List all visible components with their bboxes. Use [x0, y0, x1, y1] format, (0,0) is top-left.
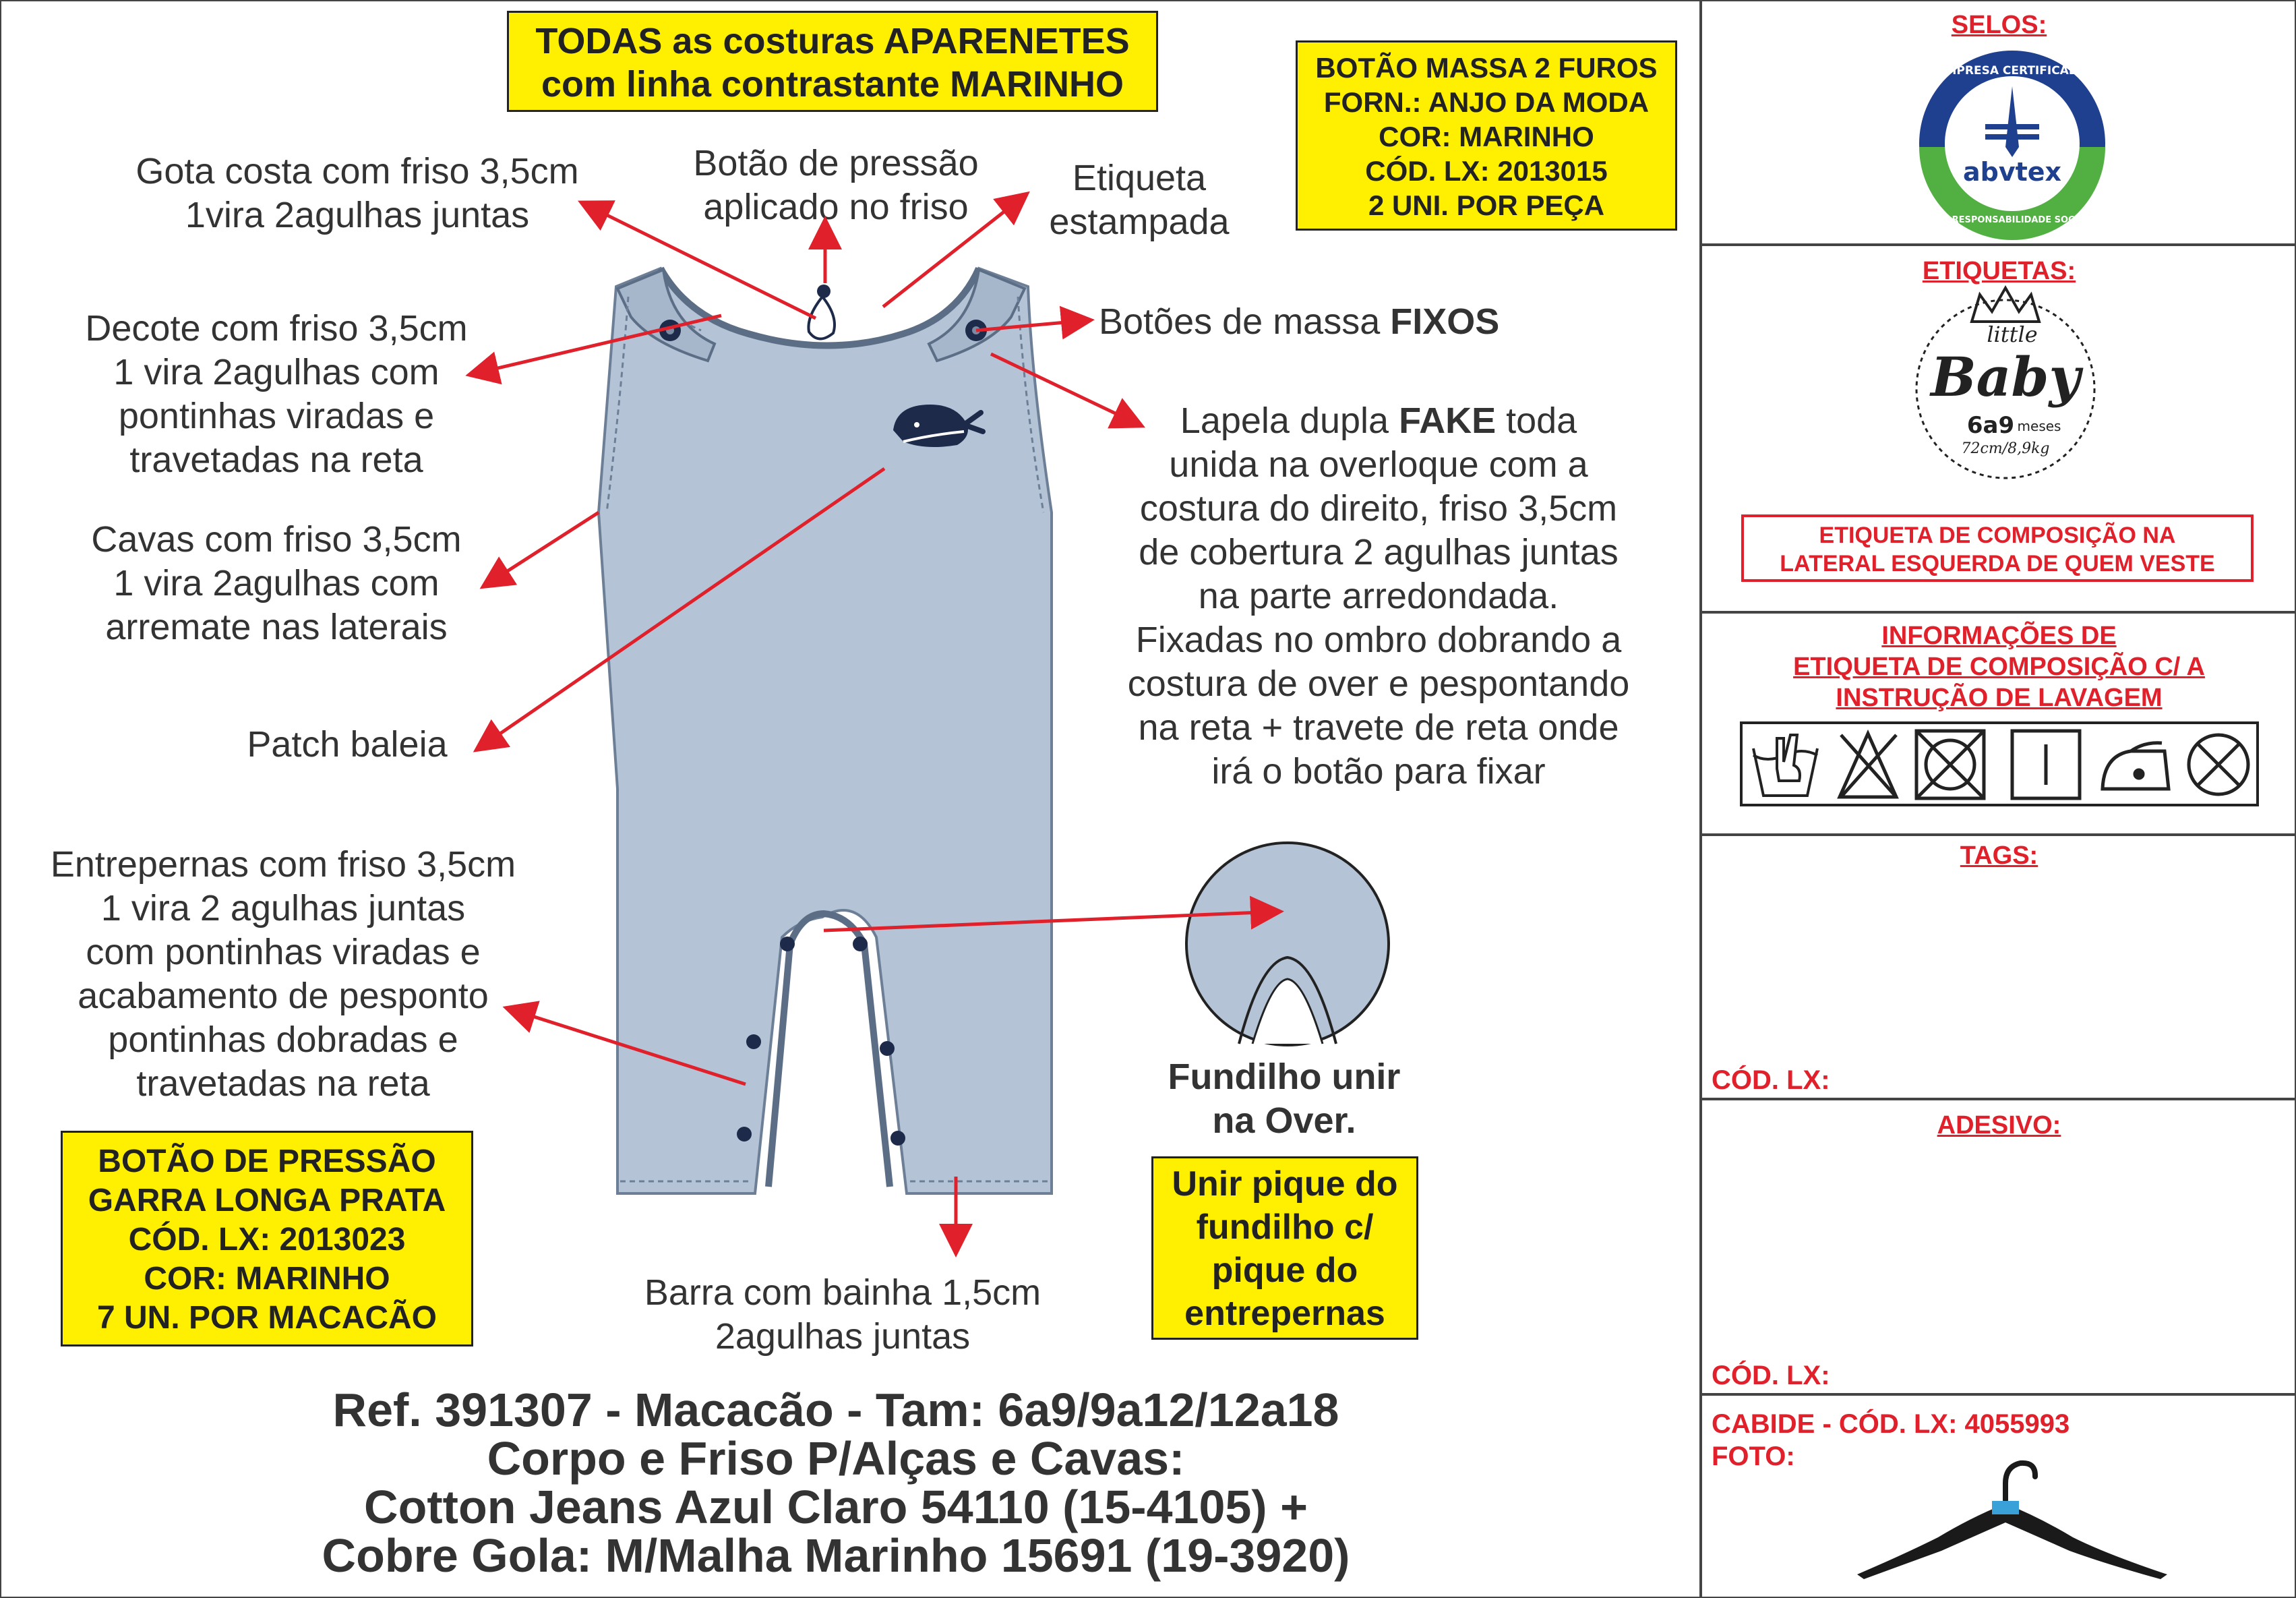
little-baby-label-logo — [1904, 281, 2107, 483]
button-spec-line: FORN.: ANJO DA MODA — [1323, 86, 1650, 118]
snap-spec-line: GARRA LONGA PRATA — [88, 1183, 446, 1218]
snap-button — [737, 1127, 752, 1142]
adesivo-cod-label: CÓD. LX: — [1712, 1361, 1830, 1390]
note-line: com pontinhas viradas e — [86, 932, 481, 972]
sidebar-section-adesivo — [1702, 1100, 2296, 1396]
tags-cod-label: CÓD. LX: — [1712, 1065, 1830, 1095]
no-tumble-dry-icon — [1916, 731, 1984, 798]
info-title-line: INSTRUÇÃO DE LAVAGEM — [1836, 684, 2163, 712]
logo-baby: Baby — [1931, 345, 2080, 409]
note-line: travetadas na reta — [129, 440, 423, 480]
note-line: na parte arredondada. — [1198, 576, 1559, 616]
note-line: Fundilho unir — [1168, 1057, 1401, 1097]
button-spec-line: COR: MARINHO — [1379, 121, 1594, 152]
button-spec-line: CÓD. LX: 2013015 — [1365, 155, 1608, 187]
snap-button — [890, 1131, 905, 1146]
section-title: SELOS: — [1951, 11, 2047, 39]
hand-wash-icon — [1753, 735, 1817, 796]
note-line: acabamento de pesponto — [78, 976, 489, 1016]
note-line: estampada — [1049, 202, 1230, 242]
note-line: Entrepernas com friso 3,5cm — [50, 844, 516, 885]
logo-measure: 72cm/8,9kg — [1961, 440, 2050, 457]
note-line: Decote com friso 3,5cm — [85, 308, 468, 349]
no-dry-clean-icon — [2189, 735, 2248, 794]
reference-line: Ref. 391307 - Macacão - Tam: 6a9/9a12/12a18 — [332, 1384, 1339, 1436]
abvtex-seal — [1911, 46, 2113, 241]
button-spec-line: BOTÃO MASSA 2 FUROS — [1315, 52, 1658, 84]
note-line: na reta + travete de reta onde — [1138, 707, 1619, 748]
note-line: Fixadas no ombro dobrando a — [1135, 620, 1622, 660]
note-line: aplicado no friso — [703, 187, 969, 227]
snap-button — [746, 1034, 761, 1049]
sidebar-section-tags — [1702, 836, 2296, 1100]
note-line: de cobertura 2 agulhas juntas — [1139, 532, 1619, 572]
sidebar — [1699, 0, 2296, 1598]
snap-spec-line: 7 UN. POR MACACÃO — [96, 1300, 437, 1336]
note-line: 1 vira 2agulhas com — [113, 352, 440, 392]
note-line: Botão de pressão — [693, 143, 979, 183]
sidebar-section-etiquetas — [1702, 246, 2296, 614]
section-title — [1702, 620, 2296, 713]
logo-little: little — [1987, 322, 2038, 347]
line-dry-icon — [2012, 731, 2080, 798]
note-line: Patch baleia — [247, 724, 448, 765]
note-line: na Over. — [1212, 1100, 1356, 1141]
sidebar-section-info — [1702, 614, 2296, 836]
fundilho-spec-line: Unir pique do — [1172, 1164, 1398, 1204]
romper-body — [599, 268, 1052, 1193]
sidebar-section-cabide — [1702, 1396, 2296, 1598]
snap-button — [880, 1041, 895, 1056]
section-title: ETIQUETAS: — [1922, 257, 2076, 285]
note-line: Gota costa com friso 3,5cm — [135, 151, 579, 191]
note-text: toda — [1496, 401, 1577, 441]
iron-low-icon — [2103, 743, 2169, 789]
note-line: Cavas com friso 3,5cm — [91, 519, 462, 560]
note-line: pontinhas viradas e — [118, 396, 435, 436]
reference-line: Corpo e Friso P/Alças e Cavas: — [487, 1432, 1185, 1485]
snap-button-neck — [817, 285, 830, 298]
logo-meses: meses — [2017, 418, 2061, 434]
sidebar-section-selos — [1702, 0, 2296, 246]
note-line: arremate nas laterais — [105, 607, 448, 647]
reference-line: Cobre Gola: M/Malha Marinho 15691 (19-3920) — [322, 1529, 1350, 1582]
note-line: 1 vira 2 agulhas juntas — [100, 888, 466, 928]
hanger-image — [1837, 1436, 2187, 1591]
cabide-cod-label: CABIDE - CÓD. LX: 4055993 — [1712, 1409, 2070, 1439]
hanger-hook — [2005, 1463, 2035, 1500]
arrow — [485, 512, 599, 585]
info-title-line: INFORMAÇÕES DE — [1881, 622, 2117, 650]
info-title-line: ETIQUETA DE COMPOSIÇÃO C/ A — [1793, 653, 2205, 681]
logo-size: 6a9 — [1966, 412, 2015, 439]
note-line: 1 vira 2agulhas com — [113, 563, 440, 603]
section-title: ADESIVO: — [1937, 1111, 2061, 1140]
fundilho-spec-line: fundilho c/ — [1196, 1208, 1374, 1247]
note-line: costura de over e pespontando — [1127, 663, 1630, 704]
composition-note — [1741, 514, 2254, 582]
snap-button — [780, 937, 795, 951]
note-line: unida na overloque com a — [1169, 444, 1588, 485]
note-line: irá o botão para fixar — [1211, 751, 1546, 792]
reference-line: Cotton Jeans Azul Claro 54110 (15-4105) + — [364, 1481, 1308, 1533]
seal-ring-top: EMPRESA CERTIFICADA — [1937, 64, 2088, 78]
note-line: costura do direito, friso 3,5cm — [1139, 488, 1618, 529]
snap-button — [853, 937, 868, 951]
note-line: 1vira 2agulhas juntas — [185, 195, 530, 235]
note-bold: FIXOS — [1390, 301, 1500, 342]
seal-brand: abvtex — [1962, 157, 2062, 187]
note-line: Barra com bainha 1,5cm — [644, 1272, 1041, 1313]
hanger-body — [1857, 1504, 2167, 1579]
note-bold: FAKE — [1399, 401, 1497, 441]
seal-ring-bottom: EM RESPONSABILIDADE SOCIAL — [1934, 215, 2090, 225]
note-line: travetadas na reta — [136, 1063, 430, 1104]
button-spec-line: 2 UNI. POR PEÇA — [1368, 189, 1605, 221]
section-title: TAGS: — [1960, 841, 2038, 870]
care-instructions — [1740, 721, 2259, 806]
no-bleach-icon — [1840, 734, 1896, 797]
crotch-facing — [768, 914, 890, 1187]
snap-spec-line: BOTÃO DE PRESSÃO — [98, 1144, 436, 1179]
crown-icon — [1972, 288, 2039, 322]
fundilho-spec-line: pique do — [1211, 1251, 1358, 1290]
composition-note-line: LATERAL ESQUERDA DE QUEM VESTE — [1780, 551, 2215, 576]
note-line: Etiqueta — [1072, 158, 1207, 198]
seams-note-line: com linha contrastante MARINHO — [541, 64, 1124, 105]
note-text: Botões de massa — [1099, 301, 1391, 342]
note-line: pontinhas dobradas e — [108, 1019, 458, 1060]
fundilho-spec-line: entrepernas — [1184, 1294, 1385, 1333]
snap-spec-line: CÓD. LX: 2013023 — [128, 1222, 406, 1257]
note-line: 2agulhas juntas — [715, 1316, 971, 1357]
foto-label: FOTO: — [1712, 1442, 1795, 1471]
snap-spec-line: COR: MARINHO — [144, 1261, 390, 1297]
note-text: Lapela dupla — [1180, 401, 1399, 441]
composition-note-line: ETIQUETA DE COMPOSIÇÃO NA — [1819, 523, 2176, 548]
seams-note-line: TODAS as costuras APARENETES — [535, 21, 1130, 61]
